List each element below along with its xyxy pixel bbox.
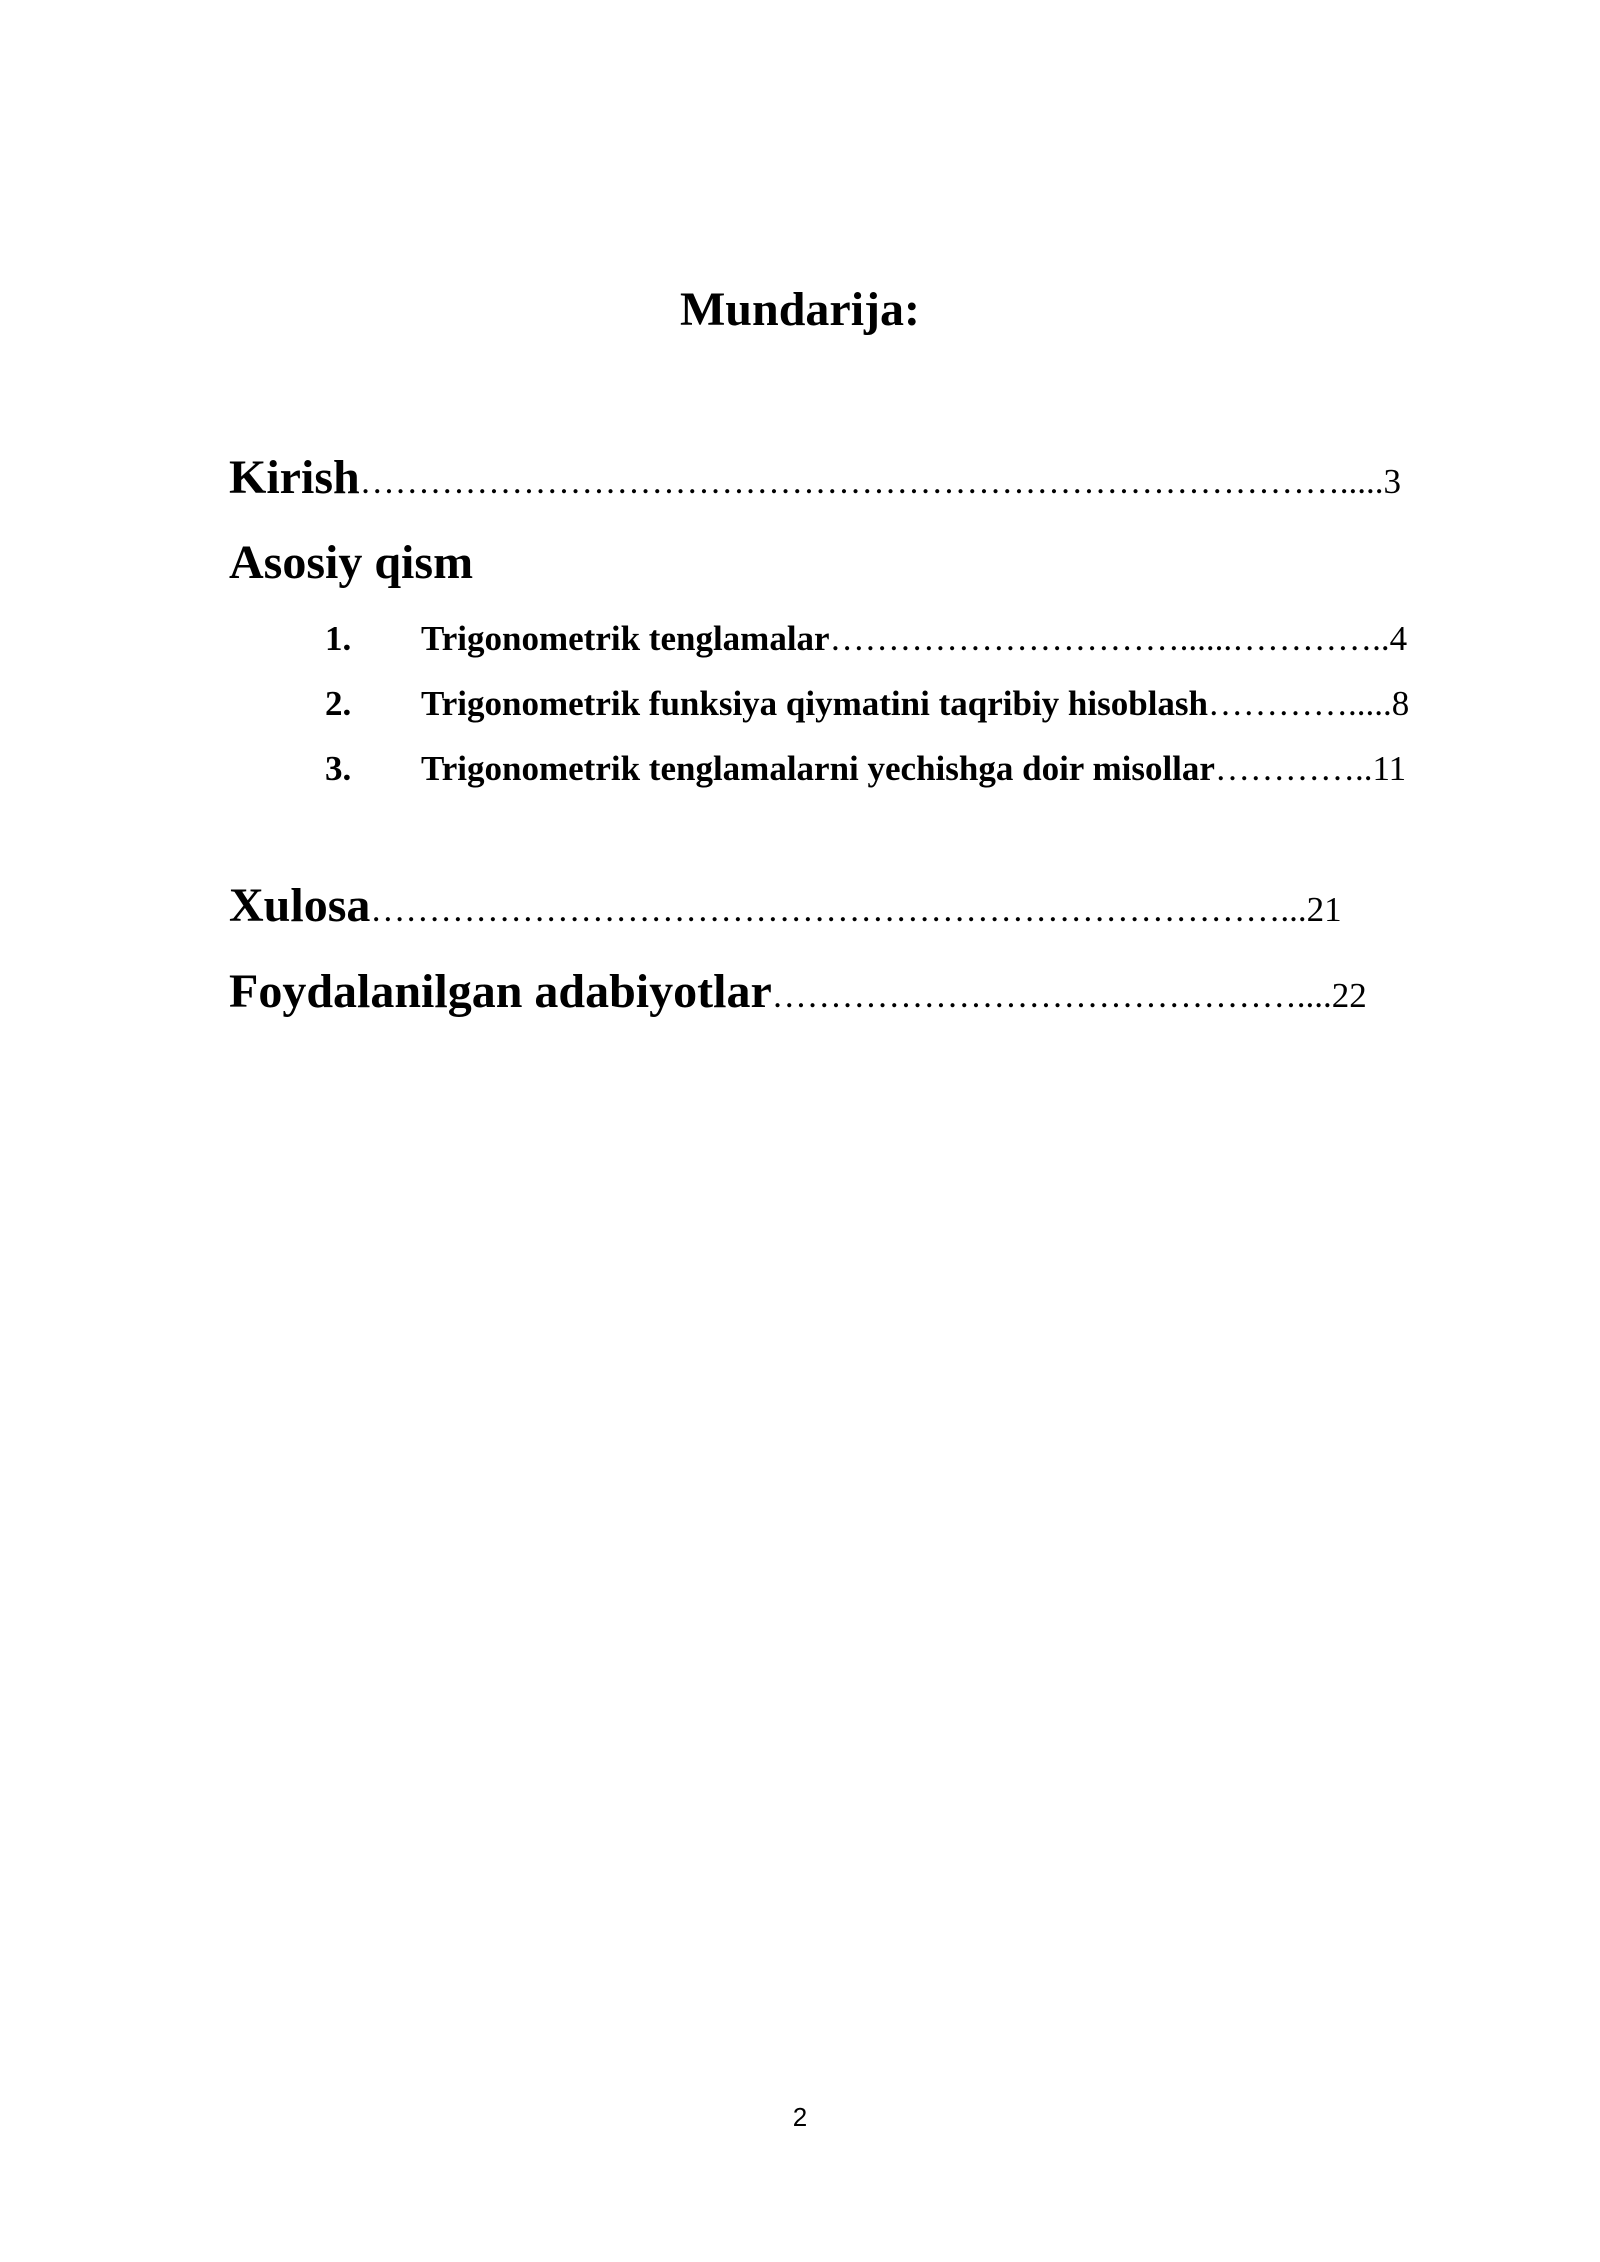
- toc-entry-kirish[interactable]: [229, 450, 1401, 510]
- toc-entry-foydalanilgan-adabiyotlar[interactable]: [229, 964, 1367, 1024]
- toc-entry-label: Kirish: [229, 451, 360, 504]
- toc-leader: ………….....: [1208, 684, 1392, 723]
- toc-entry-label: Asosiy qism: [229, 536, 474, 589]
- toc-leader: …………..: [1214, 749, 1373, 788]
- toc-page-number: 3: [1383, 462, 1401, 501]
- toc-leader: …………………………......…………..: [829, 619, 1390, 658]
- toc-subentry-2[interactable]: [325, 681, 1409, 727]
- toc-subentry-label: Trigonometrik tenglamalar: [421, 619, 830, 658]
- toc-subentry-number: 1.: [325, 619, 352, 658]
- toc-entry-label: Foydalanilgan adabiyotlar: [229, 965, 772, 1018]
- toc-page-number: 21: [1306, 890, 1342, 929]
- toc-entry-label: Xulosa: [229, 879, 371, 932]
- toc-leader: ………………………………………....: [771, 976, 1332, 1015]
- toc-leader: ……………………………………………………………………...: [370, 890, 1307, 929]
- toc-subentry-label: Trigonometrik tenglamalarni yechishga doir misollar: [421, 749, 1215, 788]
- toc-leader: ………………………………………………………………………….....: [359, 462, 1384, 501]
- toc-subentry-number: 2.: [325, 684, 352, 723]
- toc-subentry-1[interactable]: [325, 616, 1407, 662]
- toc-title: Mundarija:: [680, 283, 920, 336]
- toc-entry-asosiy-qism[interactable]: [229, 535, 473, 591]
- toc-page-number: 4: [1389, 619, 1408, 658]
- toc-page-number: 11: [1372, 749, 1407, 788]
- toc-page-number: 8: [1391, 684, 1410, 723]
- toc-subentry-number: 3.: [325, 749, 352, 788]
- toc-page-number: 22: [1331, 976, 1367, 1015]
- toc-subentry-label: Trigonometrik funksiya qiymatini taqribiy hisoblash: [421, 684, 1209, 723]
- toc-subentry-3[interactable]: [325, 746, 1406, 792]
- toc-entry-xulosa[interactable]: [229, 878, 1342, 938]
- page-number: 2: [792, 2102, 808, 2132]
